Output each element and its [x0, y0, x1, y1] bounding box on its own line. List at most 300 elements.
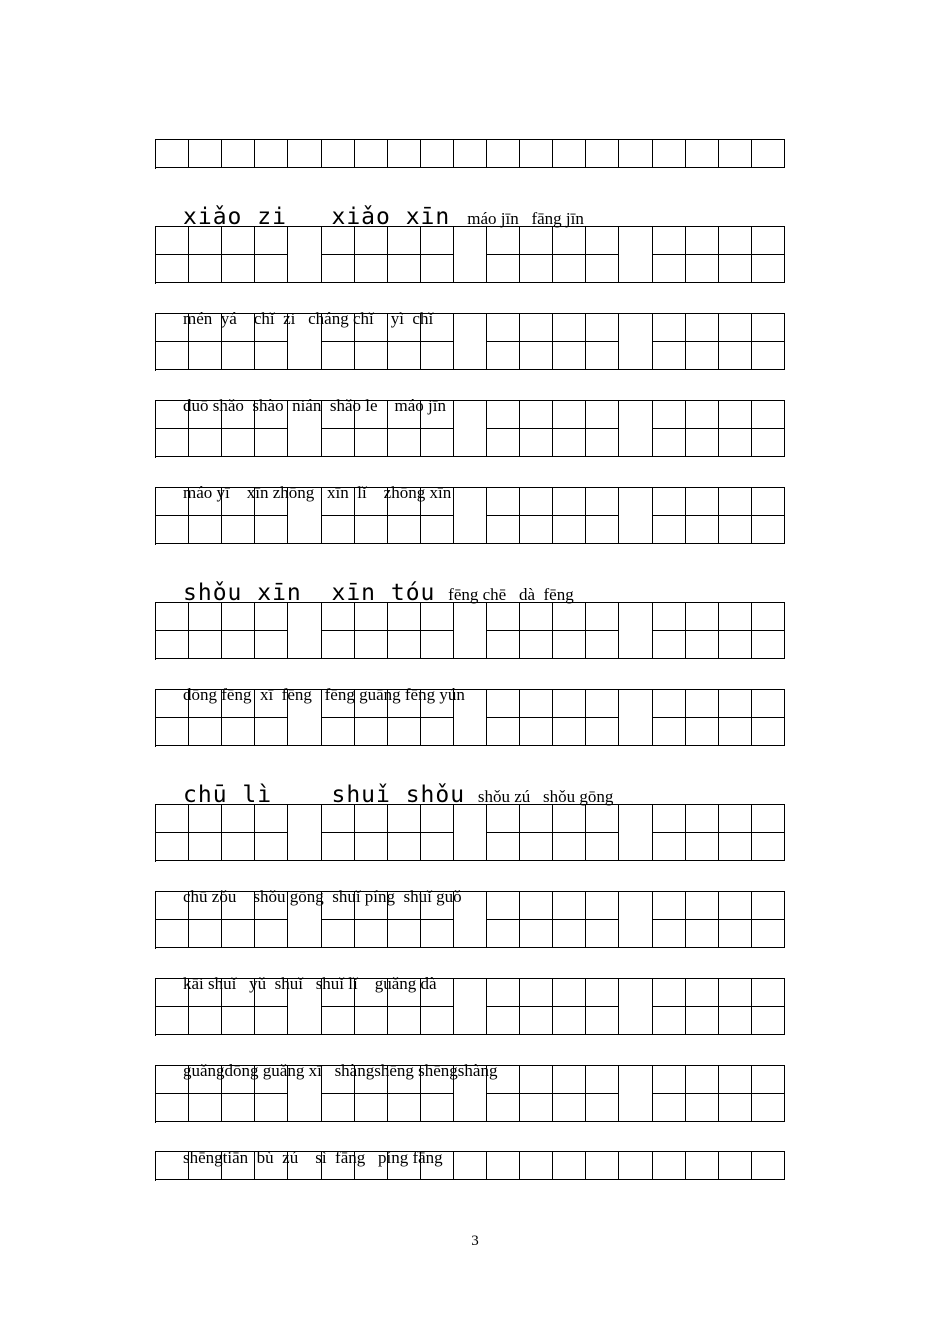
- grid-cell: [586, 690, 619, 718]
- grid-cell: [520, 401, 553, 429]
- grid-cell: [487, 255, 520, 283]
- grid-cell: [255, 979, 288, 1007]
- grid-cell: [255, 892, 288, 920]
- grid-cell: [355, 718, 388, 746]
- grid-cell: [322, 429, 355, 457]
- grid-cell: [255, 429, 288, 457]
- grid-cell: [487, 227, 520, 255]
- grid-cell: [322, 401, 355, 429]
- writing-grid: [155, 689, 785, 747]
- grid-cell: [719, 1007, 752, 1035]
- grid-cell: [388, 690, 421, 718]
- grid-cell: [388, 920, 421, 948]
- grid-cell: [520, 603, 553, 631]
- grid-cell: [553, 833, 586, 861]
- pinyin-small: mén yá chǐ zi cháng chǐ yì chǐ: [183, 309, 434, 328]
- grid-cell: [586, 429, 619, 457]
- pinyin-large: shǒu xīn xīn tóu: [183, 580, 436, 606]
- grid-cell: [222, 805, 255, 833]
- grid-cell: [189, 255, 222, 283]
- grid-cell: [719, 603, 752, 631]
- grid-cell: [322, 892, 355, 920]
- grid-cell: [619, 979, 652, 1035]
- grid-cell: [322, 718, 355, 746]
- grid-cell: [454, 892, 487, 948]
- grid-cell: [653, 920, 686, 948]
- grid-cell: [454, 401, 487, 457]
- grid-cell: [322, 516, 355, 544]
- grid-cell: [355, 631, 388, 659]
- page-number: 3: [471, 1233, 479, 1249]
- grid-cell: [653, 1007, 686, 1035]
- grid-cell: [487, 140, 520, 168]
- grid-cell: [586, 516, 619, 544]
- writing-grid: [155, 139, 785, 169]
- grid-cell: [156, 1066, 189, 1094]
- grid-cell: [189, 718, 222, 746]
- grid-cell: [752, 227, 785, 255]
- grid-cell: [355, 833, 388, 861]
- grid-cell: [322, 833, 355, 861]
- grid-cell: [421, 314, 454, 342]
- grid-cell: [288, 1152, 321, 1180]
- grid-cell: [355, 1007, 388, 1035]
- grid-cell: [189, 1152, 222, 1180]
- grid-cell: [454, 140, 487, 168]
- grid-cell: [719, 1152, 752, 1180]
- grid-cell: [322, 805, 355, 833]
- grid-cell: [355, 920, 388, 948]
- grid-cell: [288, 690, 321, 746]
- pinyin-small: shēngtiān bù zú sì fāng píng fāng: [183, 1148, 443, 1167]
- grid-cell: [222, 1007, 255, 1035]
- grid-cell: [686, 690, 719, 718]
- grid-cell: [520, 833, 553, 861]
- grid-cell: [553, 718, 586, 746]
- grid-cell: [553, 805, 586, 833]
- grid-cell: [653, 979, 686, 1007]
- grid-cell: [421, 631, 454, 659]
- grid-cell: [388, 603, 421, 631]
- grid-cell: [752, 429, 785, 457]
- grid-cell: [653, 227, 686, 255]
- grid-cell: [189, 1094, 222, 1122]
- grid-cell: [255, 1066, 288, 1094]
- grid-cell: [288, 140, 321, 168]
- grid-cell: [156, 429, 189, 457]
- grid-cell: [322, 1094, 355, 1122]
- grid-cell: [255, 314, 288, 342]
- grid-cell: [156, 401, 189, 429]
- grid-cell: [388, 892, 421, 920]
- grid-cell: [553, 488, 586, 516]
- grid-cell: [222, 1152, 255, 1180]
- grid-cell: [586, 833, 619, 861]
- grid-cell: [222, 429, 255, 457]
- grid-cell: [421, 401, 454, 429]
- grid-cell: [255, 1094, 288, 1122]
- grid-cell: [752, 342, 785, 370]
- grid-cell: [619, 603, 652, 659]
- grid-cell: [288, 488, 321, 544]
- grid-cell: [520, 718, 553, 746]
- grid-cell: [156, 920, 189, 948]
- grid-cell: [686, 920, 719, 948]
- writing-grid: [155, 804, 785, 862]
- grid-cell: [355, 140, 388, 168]
- grid-cell: [752, 488, 785, 516]
- pinyin-small: fēng chē dà fēng: [448, 585, 574, 604]
- grid-cell: [388, 488, 421, 516]
- grid-cell: [189, 631, 222, 659]
- grid-cell: [520, 979, 553, 1007]
- grid-cell: [156, 488, 189, 516]
- grid-cell: [487, 1094, 520, 1122]
- grid-cell: [322, 140, 355, 168]
- grid-cell: [719, 892, 752, 920]
- grid-cell: [752, 1152, 785, 1180]
- grid-cell: [653, 805, 686, 833]
- grid-cell: [322, 342, 355, 370]
- grid-cell: [619, 401, 652, 457]
- grid-cell: [752, 1066, 785, 1094]
- grid-cell: [156, 342, 189, 370]
- grid-cell: [255, 718, 288, 746]
- grid-cell: [752, 603, 785, 631]
- grid-cell: [487, 429, 520, 457]
- grid-cell: [222, 255, 255, 283]
- grid-cell: [421, 255, 454, 283]
- grid-cell: [454, 1152, 487, 1180]
- grid-cell: [355, 1094, 388, 1122]
- grid-cell: [222, 1094, 255, 1122]
- grid-cell: [520, 892, 553, 920]
- grid-cell: [752, 516, 785, 544]
- grid-cell: [255, 516, 288, 544]
- grid-cell: [686, 516, 719, 544]
- grid-cell: [520, 805, 553, 833]
- grid-cell: [222, 603, 255, 631]
- grid-cell: [255, 255, 288, 283]
- grid-cell: [487, 488, 520, 516]
- writing-grid: [155, 1151, 785, 1181]
- grid-cell: [322, 603, 355, 631]
- grid-cell: [156, 718, 189, 746]
- grid-cell: [355, 227, 388, 255]
- grid-cell: [653, 603, 686, 631]
- grid-cell: [686, 488, 719, 516]
- grid-cell: [619, 805, 652, 861]
- grid-cell: [487, 979, 520, 1007]
- grid-cell: [586, 314, 619, 342]
- grid-cell: [222, 690, 255, 718]
- writing-grid: [155, 313, 785, 371]
- grid-cell: [222, 488, 255, 516]
- grid-cell: [653, 342, 686, 370]
- grid-cell: [487, 516, 520, 544]
- grid-cell: [222, 342, 255, 370]
- grid-cell: [619, 892, 652, 948]
- grid-cell: [586, 920, 619, 948]
- grid-cell: [719, 805, 752, 833]
- grid-cell: [619, 488, 652, 544]
- grid-cell: [553, 631, 586, 659]
- grid-cell: [719, 690, 752, 718]
- grid-cell: [189, 805, 222, 833]
- grid-cell: [156, 1094, 189, 1122]
- grid-cell: [653, 140, 686, 168]
- grid-cell: [156, 690, 189, 718]
- grid-cell: [752, 631, 785, 659]
- grid-cell: [421, 920, 454, 948]
- grid-cell: [553, 255, 586, 283]
- grid-cell: [553, 1152, 586, 1180]
- grid-cell: [189, 488, 222, 516]
- grid-cell: [553, 920, 586, 948]
- pinyin-small: guǎngdōng guǎng xī shàngshēng shēngshàng: [183, 1061, 498, 1080]
- grid-cell: [553, 429, 586, 457]
- grid-cell: [752, 1094, 785, 1122]
- grid-cell: [586, 1152, 619, 1180]
- grid-cell: [421, 833, 454, 861]
- grid-cell: [686, 631, 719, 659]
- grid-cell: [653, 401, 686, 429]
- grid-cell: [487, 1152, 520, 1180]
- grid-cell: [189, 979, 222, 1007]
- grid-cell: [752, 314, 785, 342]
- grid-cell: [388, 429, 421, 457]
- grid-cell: [719, 255, 752, 283]
- grid-cell: [454, 1066, 487, 1122]
- pinyin-small: máo yī xīn zhōng xīn lǐ zhōng xīn: [183, 483, 452, 502]
- grid-cell: [487, 833, 520, 861]
- grid-cell: [586, 1094, 619, 1122]
- grid-cell: [156, 833, 189, 861]
- grid-cell: [653, 516, 686, 544]
- grid-cell: [686, 979, 719, 1007]
- grid-cell: [686, 1152, 719, 1180]
- grid-cell: [586, 255, 619, 283]
- grid-cell: [752, 1007, 785, 1035]
- grid-cell: [288, 314, 321, 370]
- grid-cell: [189, 1007, 222, 1035]
- grid-cell: [752, 805, 785, 833]
- grid-cell: [653, 892, 686, 920]
- grid-cell: [520, 1007, 553, 1035]
- pinyin-small: máo jīn fāng jīn: [467, 209, 584, 228]
- writing-grid: [155, 602, 785, 660]
- grid-cell: [553, 1066, 586, 1094]
- grid-cell: [222, 227, 255, 255]
- grid-cell: [355, 516, 388, 544]
- grid-cell: [355, 603, 388, 631]
- grid-cell: [553, 1007, 586, 1035]
- grid-cell: [421, 516, 454, 544]
- grid-cell: [189, 833, 222, 861]
- grid-cell: [454, 314, 487, 370]
- grid-cell: [719, 1066, 752, 1094]
- grid-cell: [322, 690, 355, 718]
- grid-cell: [520, 429, 553, 457]
- grid-cell: [189, 342, 222, 370]
- grid-cell: [653, 255, 686, 283]
- grid-cell: [586, 401, 619, 429]
- grid-cell: [255, 227, 288, 255]
- grid-cell: [653, 1066, 686, 1094]
- grid-cell: [388, 140, 421, 168]
- grid-cell: [520, 314, 553, 342]
- grid-cell: [719, 516, 752, 544]
- grid-cell: [189, 314, 222, 342]
- grid-cell: [454, 805, 487, 861]
- grid-cell: [388, 227, 421, 255]
- grid-cell: [487, 631, 520, 659]
- grid-cell: [520, 631, 553, 659]
- grid-cell: [189, 227, 222, 255]
- grid-cell: [553, 1094, 586, 1122]
- grid-cell: [487, 314, 520, 342]
- grid-cell: [388, 833, 421, 861]
- grid-cell: [686, 342, 719, 370]
- grid-cell: [586, 140, 619, 168]
- grid-cell: [355, 314, 388, 342]
- grid-cell: [222, 401, 255, 429]
- grid-cell: [355, 488, 388, 516]
- pinyin-small: kāi shuǐ yǔ shuǐ shuǐ lǐ guǎng dà: [183, 974, 437, 993]
- grid-cell: [189, 140, 222, 168]
- grid-cell: [288, 227, 321, 283]
- grid-cell: [454, 979, 487, 1035]
- writing-grid: [155, 226, 785, 284]
- grid-cell: [288, 603, 321, 659]
- grid-cell: [752, 920, 785, 948]
- grid-cell: [520, 1152, 553, 1180]
- grid-cell: [719, 227, 752, 255]
- grid-cell: [686, 429, 719, 457]
- grid-cell: [553, 516, 586, 544]
- grid-cell: [653, 429, 686, 457]
- grid-cell: [586, 603, 619, 631]
- grid-cell: [487, 603, 520, 631]
- pinyin-small: chū zǒu shǒu gōng shuǐ píng shuǐ guǒ: [183, 887, 462, 906]
- grid-cell: [586, 1066, 619, 1094]
- grid-cell: [653, 833, 686, 861]
- grid-cell: [322, 1066, 355, 1094]
- grid-cell: [553, 979, 586, 1007]
- grid-cell: [653, 314, 686, 342]
- grid-cell: [388, 1007, 421, 1035]
- grid-cell: [189, 429, 222, 457]
- grid-cell: [520, 1094, 553, 1122]
- grid-cell: [355, 401, 388, 429]
- grid-cell: [222, 1066, 255, 1094]
- grid-cell: [619, 314, 652, 370]
- grid-cell: [653, 718, 686, 746]
- grid-cell: [719, 314, 752, 342]
- grid-cell: [189, 603, 222, 631]
- grid-cell: [388, 255, 421, 283]
- grid-cell: [686, 805, 719, 833]
- grid-cell: [255, 401, 288, 429]
- grid-cell: [421, 690, 454, 718]
- grid-cell: [487, 1007, 520, 1035]
- grid-cell: [156, 1152, 189, 1180]
- writing-grid: [155, 891, 785, 949]
- grid-cell: [686, 140, 719, 168]
- grid-cell: [222, 979, 255, 1007]
- grid-cell: [586, 227, 619, 255]
- grid-cell: [520, 227, 553, 255]
- grid-cell: [355, 979, 388, 1007]
- grid-cell: [388, 1066, 421, 1094]
- grid-cell: [719, 1094, 752, 1122]
- grid-cell: [322, 314, 355, 342]
- pinyin-large: xiǎo zi xiǎo xīn: [183, 204, 451, 230]
- grid-cell: [355, 1152, 388, 1180]
- grid-cell: [586, 979, 619, 1007]
- grid-cell: [487, 1066, 520, 1094]
- grid-cell: [487, 805, 520, 833]
- grid-cell: [421, 1066, 454, 1094]
- grid-cell: [619, 227, 652, 283]
- grid-cell: [322, 920, 355, 948]
- grid-cell: [719, 488, 752, 516]
- grid-cell: [520, 920, 553, 948]
- grid-cell: [586, 805, 619, 833]
- grid-cell: [686, 718, 719, 746]
- grid-cell: [752, 718, 785, 746]
- grid-cell: [322, 227, 355, 255]
- grid-cell: [421, 718, 454, 746]
- grid-cell: [388, 631, 421, 659]
- grid-cell: [255, 1152, 288, 1180]
- grid-cell: [222, 920, 255, 948]
- grid-cell: [255, 631, 288, 659]
- grid-cell: [619, 1066, 652, 1122]
- grid-cell: [421, 429, 454, 457]
- grid-cell: [388, 1152, 421, 1180]
- grid-cell: [189, 920, 222, 948]
- grid-cell: [156, 314, 189, 342]
- grid-cell: [388, 718, 421, 746]
- grid-cell: [388, 1094, 421, 1122]
- grid-cell: [222, 892, 255, 920]
- grid-cell: [586, 488, 619, 516]
- grid-cell: [421, 1094, 454, 1122]
- grid-cell: [619, 1152, 652, 1180]
- grid-cell: [553, 401, 586, 429]
- grid-cell: [388, 314, 421, 342]
- grid-cell: [189, 892, 222, 920]
- grid-cell: [752, 255, 785, 283]
- grid-cell: [421, 488, 454, 516]
- grid-cell: [421, 227, 454, 255]
- grid-cell: [586, 1007, 619, 1035]
- grid-cell: [156, 979, 189, 1007]
- grid-cell: [156, 603, 189, 631]
- grid-cell: [355, 429, 388, 457]
- grid-cell: [686, 833, 719, 861]
- grid-cell: [222, 314, 255, 342]
- grid-cell: [520, 342, 553, 370]
- grid-cell: [156, 227, 189, 255]
- grid-cell: [222, 833, 255, 861]
- grid-cell: [355, 1066, 388, 1094]
- grid-cell: [421, 805, 454, 833]
- grid-cell: [255, 920, 288, 948]
- grid-cell: [553, 227, 586, 255]
- grid-cell: [454, 488, 487, 544]
